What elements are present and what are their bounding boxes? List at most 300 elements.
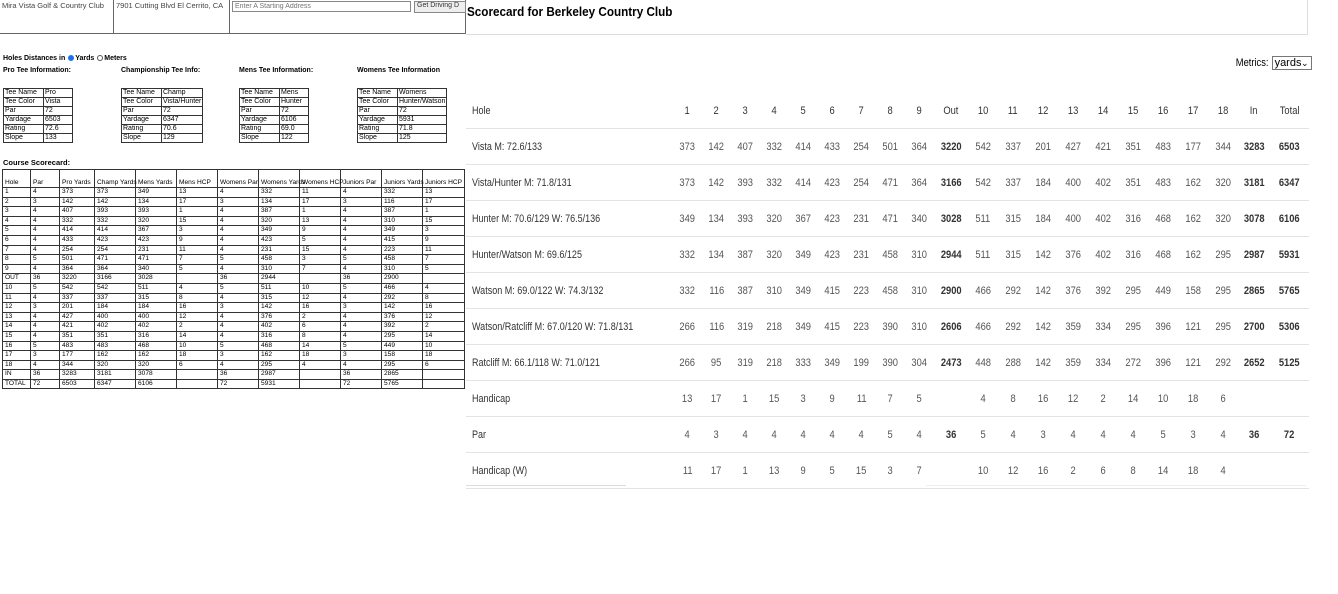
table-cell (998, 273, 1028, 309)
table-cell (1058, 273, 1088, 309)
table-cell: 2987 (259, 370, 300, 380)
table-cell (1028, 237, 1058, 273)
cell-value: 17 (711, 464, 722, 477)
table-cell (731, 273, 760, 309)
column-header (1118, 93, 1148, 129)
yards-label: Yards (75, 55, 95, 62)
tee-info-value: 72 (162, 107, 203, 116)
cell-value: 332 (766, 176, 783, 189)
table-cell: 3 (218, 197, 259, 207)
table-cell (760, 273, 789, 309)
cell-value: 254 (853, 176, 870, 189)
table-cell: 4 (31, 188, 60, 198)
table-cell (876, 165, 905, 201)
column-header-label: 15 (1127, 104, 1139, 117)
cell-value: 320 (1215, 212, 1231, 225)
table-cell (760, 417, 789, 453)
table-cell (998, 237, 1028, 273)
divider (466, 485, 626, 486)
meters-radio[interactable] (97, 55, 103, 61)
table-cell: 5 (300, 235, 341, 245)
cell-value: 468 (1155, 248, 1171, 261)
table-cell: 134 (259, 197, 300, 207)
table-cell: 542 (60, 283, 95, 293)
table-cell: 367 (136, 226, 177, 236)
table-row (3, 341, 465, 351)
column-header-label: 5 (800, 104, 807, 117)
table-cell: 2944 (259, 274, 300, 284)
cell-value: 116 (709, 284, 724, 297)
table-cell: 6 (300, 322, 341, 332)
cell-value: 4 (1070, 428, 1076, 441)
tee-info-row (4, 134, 73, 143)
champ-tee-table (121, 88, 203, 143)
table-cell: 4 (341, 293, 382, 303)
table-cell: 292 (382, 293, 423, 303)
cell-value: 2473 (940, 356, 962, 369)
table-cell: 349 (382, 226, 423, 236)
table-cell (1270, 273, 1309, 309)
table-cell (1208, 417, 1238, 453)
table-cell: 10 (177, 341, 218, 351)
table-cell (1088, 201, 1118, 237)
table-cell: 402 (95, 322, 136, 332)
table-cell (1238, 165, 1270, 201)
table-cell (1238, 309, 1270, 345)
table-cell: 4 (31, 331, 60, 341)
table-cell: 2900 (382, 274, 423, 284)
table-cell: 11 (300, 188, 341, 198)
cell-value: 3 (887, 464, 894, 477)
yards-radio[interactable] (68, 55, 74, 61)
cell-value: 364 (911, 176, 928, 189)
cell-value: 414 (795, 140, 812, 153)
table-cell: 3181 (95, 370, 136, 380)
table-cell: 310 (259, 264, 300, 274)
table-cell (934, 273, 968, 309)
tee-info-row (240, 116, 309, 125)
tee-info-value: Champ (162, 89, 203, 98)
womens-tee-heading: Womens Tee Information (357, 67, 440, 74)
course-address: 7901 Cutting Blvd El Cerrito, CA (114, 0, 230, 34)
cell-value: 142 (708, 140, 725, 153)
cell-value: 266 (679, 320, 696, 333)
table-cell: 17 (3, 351, 31, 361)
table-cell: 9 (300, 226, 341, 236)
table-cell (847, 201, 876, 237)
cell-value: 4 (1220, 464, 1226, 477)
row-label (466, 381, 673, 417)
table-cell: 315 (136, 293, 177, 303)
row-label (466, 237, 673, 273)
tee-info-key: Par (122, 107, 162, 116)
table-cell: 3028 (136, 274, 177, 284)
cell-value: 2606 (940, 320, 962, 333)
cell-value: 18 (1187, 392, 1199, 405)
table-cell (1178, 309, 1208, 345)
cell-value: 223 (853, 320, 870, 333)
cell-value: 4 (858, 428, 865, 441)
table-cell (1028, 165, 1058, 201)
metrics-control (1230, 56, 1312, 70)
tee-info-key: Yardage (4, 116, 44, 125)
cell-value: 400 (1065, 212, 1081, 225)
tee-info-row (240, 134, 309, 143)
cell-value: 349 (679, 212, 696, 225)
column-header-label: 13 (1067, 104, 1079, 117)
tee-info-value: 122 (280, 134, 309, 143)
metrics-label: Metrics: (1235, 56, 1269, 69)
tee-info-key: Slope (240, 134, 280, 143)
cell-value: 471 (882, 212, 899, 225)
get-driving-directions-button[interactable]: Get Driving D (414, 1, 466, 13)
table-cell: 9 (3, 264, 31, 274)
cell-value: 376 (1065, 284, 1081, 297)
cell-value: 349 (795, 320, 812, 333)
cell-value: 231 (853, 212, 870, 225)
table-cell (702, 201, 731, 237)
table-cell (1178, 165, 1208, 201)
scorecard-row (466, 453, 1309, 489)
table-cell: 162 (95, 351, 136, 361)
column-header-label: 1 (684, 104, 691, 117)
table-cell (1088, 129, 1118, 165)
cell-value: 6106 (1279, 212, 1300, 225)
cell-value: 184 (1035, 176, 1051, 189)
cell-value: 367 (795, 212, 812, 225)
cell-value: 449 (1155, 284, 1171, 297)
table-cell (1058, 309, 1088, 345)
cell-value: 2700 (1243, 320, 1265, 333)
table-cell (1118, 345, 1148, 381)
table-cell (1238, 273, 1270, 309)
scorecard-row (466, 201, 1309, 237)
table-cell: 6503 (60, 379, 95, 389)
table-cell (1148, 273, 1178, 309)
column-header: Womens HCP (300, 170, 341, 188)
table-cell: 15 (3, 331, 31, 341)
table-cell (847, 273, 876, 309)
table-cell (673, 381, 702, 417)
course-info-panel (0, 0, 466, 484)
table-cell (423, 370, 465, 380)
table-cell: 3 (341, 303, 382, 313)
cell-value: 295 (1125, 320, 1141, 333)
table-cell (702, 273, 731, 309)
column-header: Mens HCP (177, 170, 218, 188)
cell-value: 396 (1155, 356, 1171, 369)
table-cell: 3 (177, 226, 218, 236)
cell-value: 359 (1065, 356, 1081, 369)
table-cell: 17 (300, 197, 341, 207)
table-cell: 6106 (136, 379, 177, 389)
table-cell: 393 (136, 207, 177, 217)
table-cell: 4 (218, 293, 259, 303)
table-cell (818, 201, 847, 237)
table-cell (1028, 201, 1058, 237)
table-cell (968, 201, 998, 237)
table-cell: 4 (31, 226, 60, 236)
table-cell: 4 (218, 322, 259, 332)
table-cell (905, 273, 934, 309)
tee-info-row (358, 134, 447, 143)
table-cell: 8 (177, 293, 218, 303)
column-header: Womens Yards (259, 170, 300, 188)
row-label (466, 345, 673, 381)
table-cell: 18 (3, 360, 31, 370)
table-cell: 4 (341, 331, 382, 341)
table-cell (789, 237, 818, 273)
table-cell: 349 (136, 188, 177, 198)
table-cell (1028, 345, 1058, 381)
table-cell: 10 (300, 283, 341, 293)
table-cell: 449 (382, 341, 423, 351)
table-cell (789, 165, 818, 201)
table-cell (1148, 129, 1178, 165)
table-cell (1270, 201, 1309, 237)
cell-value: 304 (911, 356, 928, 369)
meters-label: Meters (104, 55, 127, 62)
table-cell (731, 165, 760, 201)
table-cell: 414 (60, 226, 95, 236)
cell-value: 414 (795, 176, 812, 189)
cell-value: 390 (882, 320, 899, 333)
table-cell: 4 (31, 264, 60, 274)
cell-value: 415 (824, 284, 841, 297)
table-cell (1058, 453, 1088, 489)
divider (1307, 0, 1308, 34)
table-cell: 231 (259, 245, 300, 255)
table-cell: 8 (3, 255, 31, 265)
table-cell (818, 309, 847, 345)
scorecard-table (466, 93, 1309, 489)
scorecard-row (466, 309, 1309, 345)
table-cell (673, 237, 702, 273)
table-cell: 15 (423, 216, 465, 226)
table-cell: 4 (218, 264, 259, 274)
table-cell: 13 (3, 312, 31, 322)
cell-value: 5 (829, 464, 836, 477)
cell-value: 448 (975, 356, 991, 369)
row-label (466, 309, 673, 345)
table-cell: 4 (218, 235, 259, 245)
table-cell (673, 417, 702, 453)
table-row (3, 351, 465, 361)
table-cell: 14 (300, 341, 341, 351)
tee-info-row (122, 134, 203, 143)
tee-info-value: 69.0 (280, 125, 309, 134)
cell-value: 390 (882, 356, 899, 369)
table-cell: 6347 (95, 379, 136, 389)
table-cell (760, 201, 789, 237)
table-cell: 7 (300, 264, 341, 274)
table-cell (1028, 453, 1058, 489)
table-cell: 36 (31, 274, 60, 284)
table-cell: 4 (218, 312, 259, 322)
cell-value: 334 (1095, 356, 1111, 369)
tee-info-key: Tee Color (358, 98, 398, 107)
column-header (818, 93, 847, 129)
cell-value: 292 (1005, 284, 1021, 297)
table-cell (731, 345, 760, 381)
cell-value: 158 (1185, 284, 1201, 297)
cell-value: 349 (795, 248, 812, 261)
cell-value: 337 (1005, 176, 1021, 189)
table-cell: 387 (259, 207, 300, 217)
tee-info-key: Par (240, 107, 280, 116)
table-cell (1238, 129, 1270, 165)
tee-info-key: Tee Name (358, 89, 398, 98)
table-cell (1208, 453, 1238, 489)
cell-value: 376 (1065, 248, 1081, 261)
tee-info-row (4, 116, 73, 125)
table-cell: 3 (31, 197, 60, 207)
table-cell (1238, 201, 1270, 237)
table-cell: 340 (136, 264, 177, 274)
table-cell (702, 417, 731, 453)
table-cell: 231 (136, 245, 177, 255)
table-cell: 36 (218, 274, 259, 284)
table-cell: 72 (341, 379, 382, 389)
cell-value: 36 (1248, 428, 1260, 441)
table-cell: 4 (31, 245, 60, 255)
cell-value: 13 (682, 392, 693, 405)
column-header-label: 14 (1097, 104, 1109, 117)
column-header (1058, 93, 1088, 129)
metrics-select[interactable] (1272, 56, 1312, 70)
table-cell: 12 (423, 312, 465, 322)
table-cell: 3 (218, 351, 259, 361)
table-cell: 4 (341, 264, 382, 274)
table-cell (1058, 417, 1088, 453)
tee-info-value: 133 (44, 134, 73, 143)
table-cell: 162 (259, 351, 300, 361)
table-cell: 4 (341, 245, 382, 255)
table-cell (1208, 237, 1238, 273)
cell-value: 5765 (1279, 284, 1300, 297)
tee-info-row (358, 116, 447, 125)
cell-value: 7 (916, 464, 923, 477)
table-cell (847, 165, 876, 201)
cell-value: 319 (737, 356, 754, 369)
table-cell: 5 (31, 255, 60, 265)
table-cell: 5 (341, 283, 382, 293)
mens-tee-heading: Mens Tee Information: (239, 67, 314, 74)
cell-value: 415 (824, 320, 841, 333)
tee-info-value: Vista (44, 98, 73, 107)
cell-value: 177 (1185, 140, 1201, 153)
table-cell (702, 453, 731, 489)
table-row (3, 197, 465, 207)
chevron-down-icon: ⌄ (1301, 58, 1309, 68)
course-scorecard-table (2, 169, 465, 389)
cell-value: 349 (824, 356, 841, 369)
column-header (1148, 93, 1178, 129)
table-cell: 36 (31, 370, 60, 380)
tee-info-row (4, 98, 73, 107)
cell-value: 332 (679, 248, 696, 261)
tee-info-value: 5931 (398, 116, 447, 125)
tee-info-value: 71.8 (398, 125, 447, 134)
table-cell (934, 417, 968, 453)
cell-value: 400 (1065, 176, 1081, 189)
table-cell (905, 201, 934, 237)
table-cell (1148, 453, 1178, 489)
table-cell (847, 381, 876, 417)
column-header (876, 93, 905, 129)
table-row (3, 255, 465, 265)
table-cell (818, 345, 847, 381)
table-cell: 471 (95, 255, 136, 265)
cell-value: 402 (1095, 176, 1111, 189)
tee-info-value: Hunter (280, 98, 309, 107)
table-row (3, 274, 465, 284)
table-row (3, 360, 465, 370)
table-cell (1118, 129, 1148, 165)
cell-value: 292 (1005, 320, 1021, 333)
table-cell: 1 (423, 207, 465, 217)
cell-value: 2 (1100, 392, 1106, 405)
table-cell (847, 453, 876, 489)
table-cell (968, 165, 998, 201)
table-cell: 8 (300, 331, 341, 341)
column-header-label: Out (943, 104, 959, 117)
tee-info-row (358, 89, 447, 98)
starting-address-input[interactable] (232, 1, 411, 12)
table-cell: 1 (3, 188, 31, 198)
table-cell: 4 (218, 216, 259, 226)
cell-value: 393 (737, 212, 754, 225)
column-header (934, 93, 968, 129)
cell-value: 320 (766, 212, 783, 225)
table-row (3, 293, 465, 303)
table-cell (760, 453, 789, 489)
table-cell: 332 (259, 188, 300, 198)
table-cell: 14 (3, 322, 31, 332)
row-label-text: Watson M: 69.0/122 W: 74.3/132 (472, 284, 604, 297)
cell-value: 344 (1215, 140, 1231, 153)
cell-value: 359 (1065, 320, 1081, 333)
table-cell: 415 (382, 235, 423, 245)
table-cell (968, 129, 998, 165)
column-header-label: In (1250, 104, 1258, 117)
table-cell (1178, 417, 1208, 453)
cell-value: 15 (856, 464, 867, 477)
table-cell (300, 274, 341, 284)
table-cell: 4 (218, 207, 259, 217)
cell-value: 2 (1070, 464, 1076, 477)
table-cell (934, 165, 968, 201)
cell-value: 3078 (1243, 212, 1265, 225)
table-cell (1088, 273, 1118, 309)
cell-value: 3028 (940, 212, 962, 225)
cell-value: 3283 (1243, 140, 1265, 153)
tee-info-row (4, 125, 73, 134)
cell-value: 4 (800, 428, 807, 441)
table-cell (789, 453, 818, 489)
table-cell: 4 (423, 283, 465, 293)
table-cell: 72 (218, 379, 259, 389)
row-label-text: Ratcliff M: 66.1/118 W: 71.0/121 (472, 356, 600, 369)
column-header (1088, 93, 1118, 129)
cell-value: 4 (1010, 428, 1016, 441)
table-cell (1088, 381, 1118, 417)
table-cell: 4 (218, 188, 259, 198)
table-cell: 3 (31, 303, 60, 313)
table-cell: 6 (423, 360, 465, 370)
table-cell: 3 (3, 207, 31, 217)
table-cell: 7 (3, 245, 31, 255)
